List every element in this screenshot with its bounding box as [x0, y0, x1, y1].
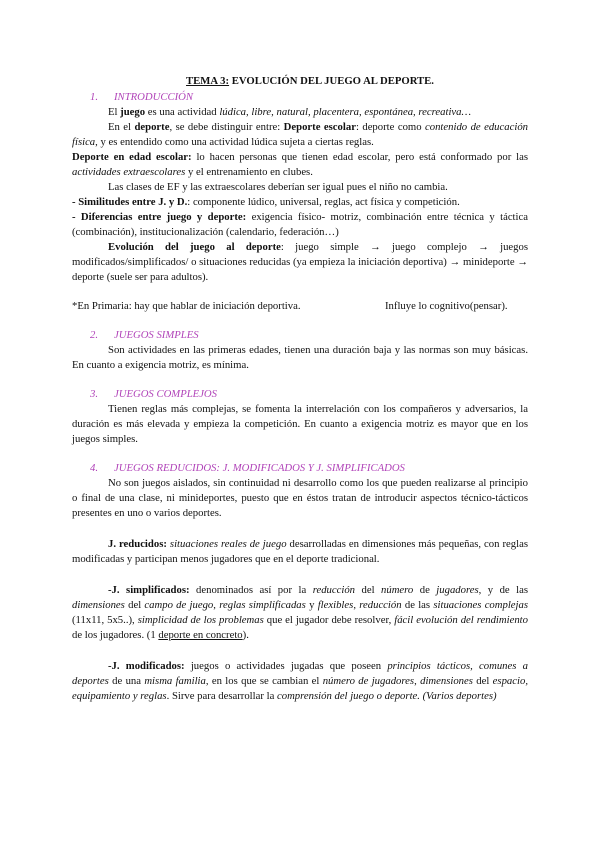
text-run: Deporte escolar — [283, 121, 356, 133]
text-run: de las — [401, 599, 434, 611]
text-run: de una — [108, 675, 145, 687]
text-run: de los jugadores. (1 — [72, 629, 159, 641]
title-prefix: TEMA 3: — [186, 75, 230, 87]
complejos-paragraph — [72, 402, 528, 447]
text-run: dimensiones — [72, 599, 125, 611]
text-run: denominados así por la — [189, 584, 313, 596]
text-run: Las clases de EF y las extraescolares deberían ser igual pues el niño no cambia. — [108, 181, 448, 193]
text-run: deporte — [134, 121, 170, 133]
text-run: jugadores — [436, 584, 479, 596]
section-number: 3. — [90, 388, 99, 400]
text-run: número de jugadores — [322, 675, 415, 687]
title-rest: EVOLUCIÓN DEL JUEGO AL DEPORTE. — [229, 75, 434, 87]
juegos-simplificados-paragraph — [72, 583, 528, 643]
text-run: es una actividad — [145, 106, 220, 118]
text-run: y — [305, 599, 318, 611]
intro-evolucion — [72, 240, 528, 285]
text-run: : componente lúdico, universal, reglas, act física y competición. — [187, 196, 460, 208]
text-run: número — [381, 584, 414, 596]
section-number: 2. — [90, 329, 99, 341]
text-run: : juego simple → juego complejo → juegos modificados/simplificados/ o situaciones reducidas (ya empieza la iniciación deportiva) → minideporte → deporte (suele ser para adultos). — [72, 241, 528, 283]
intro-paragraph-clases — [72, 180, 528, 195]
text-run: , y de las — [478, 584, 529, 596]
text-run: flexibles — [317, 599, 354, 611]
note-left: *En Primaria: hay que hablar de iniciación deportiva. — [72, 300, 301, 312]
section-heading-simples — [72, 328, 528, 343]
text-run: del — [124, 599, 145, 611]
simples-paragraph — [72, 343, 528, 373]
section-heading-reducidos — [72, 461, 528, 476]
text-run: misma familia — [144, 675, 206, 687]
text-run: Deporte en edad escolar: — [72, 151, 192, 163]
text-run: reducción — [312, 584, 356, 596]
note-right: Influye lo cognitivo(pensar). — [385, 300, 508, 312]
text-run: , — [353, 599, 360, 611]
section-number: 1. — [90, 91, 99, 103]
text-run: ). — [242, 629, 249, 641]
text-run: -J. modificados: — [108, 660, 185, 672]
section-heading-intro — [72, 90, 528, 105]
text-run: lúdica, libre, natural, placentera, espontánea, recreativa… — [219, 106, 472, 118]
text-run: No son juegos aislados, sin continuidad ni desarrollo como los que pueden realizarse al principio o final de una clase, ni minideportes, puesto que en éstos tratan de introducir aspectos técnico-tácticos presentes en uno o varios deportes. — [72, 477, 528, 519]
juegos-reducidos-paragraph — [72, 537, 528, 567]
text-run: del — [355, 584, 382, 596]
text-run: juegos o actividades jugadas que poseen — [184, 660, 388, 672]
section-title: JUEGOS REDUCIDOS: J. MODIFICADOS Y J. SIMPLIFICADOS — [114, 462, 405, 474]
section-title: JUEGOS COMPLEJOS — [114, 388, 217, 400]
text-run: actividades extraescolares — [72, 166, 186, 178]
text-run: de — [413, 584, 437, 596]
text-run: , — [213, 599, 220, 611]
intro-paragraph-juego — [72, 105, 528, 120]
text-run: En el — [108, 121, 135, 133]
reducidos-intro-paragraph — [72, 476, 528, 521]
text-run: , y es entendido como una actividad lúdica sujeta a ciertas reglas. — [95, 136, 374, 148]
text-run: -J. simplificados: — [108, 584, 190, 596]
primaria-note — [72, 299, 528, 314]
text-run: deporte en concreto — [158, 629, 243, 641]
intro-diferencias — [72, 210, 528, 240]
text-run: situaciones reales de juego — [169, 538, 287, 550]
text-run: , — [414, 675, 421, 687]
text-run: J. reducidos: — [108, 538, 167, 550]
text-run: Tienen reglas más complejas, se fomenta la interrelación con los compañeros y adversarios, la duración es más elevada y empieza la competición. En cuanto a exigencia motriz es mayor que en los juegos simples. — [72, 403, 528, 445]
section-heading-complejos — [72, 387, 528, 402]
text-run: - Diferencias entre juego y deporte: — [72, 211, 247, 223]
text-run: que el jugador debe resolver, — [263, 614, 395, 626]
text-run: lo hacen personas que tienen edad escolar, pero está conformado por las — [191, 151, 528, 163]
page-title — [92, 74, 528, 89]
document-body — [72, 74, 528, 704]
text-run: Son actividades en las primeras edades, tienen una duración baja y las normas son muy básicas. En cuanto a exigencia motriz, es mínima. — [72, 344, 528, 371]
text-run: . Sirve para desarrollar la — [166, 690, 277, 702]
text-run: El — [108, 106, 121, 118]
text-run: : deporte como — [355, 121, 425, 133]
text-run: dimensiones — [420, 675, 473, 687]
text-run: desarrolladas en dimensiones más pequeñas, con reglas modificadas y participan menos jugadores que en el deporte tradicional. — [72, 538, 528, 565]
section-number: 4. — [90, 462, 99, 474]
text-run: , en los que se cambian el — [205, 675, 323, 687]
text-run: Evolución del juego al deporte — [108, 241, 281, 253]
text-run: principios tácticos, comunes a deportes — [72, 660, 529, 687]
text-run: (11x11, 5x5..), — [72, 614, 138, 626]
text-run: comprensión del juego o deporte. — [276, 690, 420, 702]
text-run: campo de juego — [144, 599, 214, 611]
text-run: , se debe distinguir entre: — [169, 121, 284, 133]
text-run: reducción — [359, 599, 402, 611]
text-run: (Varios deportes) — [422, 690, 497, 702]
text-run: exigencia físico- motriz, combinación entre técnica y táctica (combinación), institucionalización (calendario, federación…) — [72, 211, 528, 238]
section-title: JUEGOS SIMPLES — [114, 329, 199, 341]
text-run: juego — [120, 106, 146, 118]
text-run: contenido de educación física — [72, 121, 529, 148]
text-run: - Similitudes entre J. y D. — [72, 196, 188, 208]
intro-paragraph-edad-escolar — [72, 150, 528, 180]
text-run: situaciones complejas — [433, 599, 529, 611]
text-run: reglas simplificadas — [219, 599, 306, 611]
intro-similitudes — [72, 195, 528, 210]
text-run: espacio, equipamiento y reglas — [72, 675, 528, 702]
section-title: INTRODUCCIÓN — [114, 91, 193, 103]
text-run: simplicidad de los problemas — [137, 614, 264, 626]
text-run: fácil evolución del rendimiento — [394, 614, 528, 626]
intro-paragraph-deporte — [72, 120, 528, 150]
text-run: y el entrenamiento en clubes. — [185, 166, 313, 178]
juegos-modificados-paragraph — [72, 659, 528, 704]
text-run: del — [472, 675, 493, 687]
